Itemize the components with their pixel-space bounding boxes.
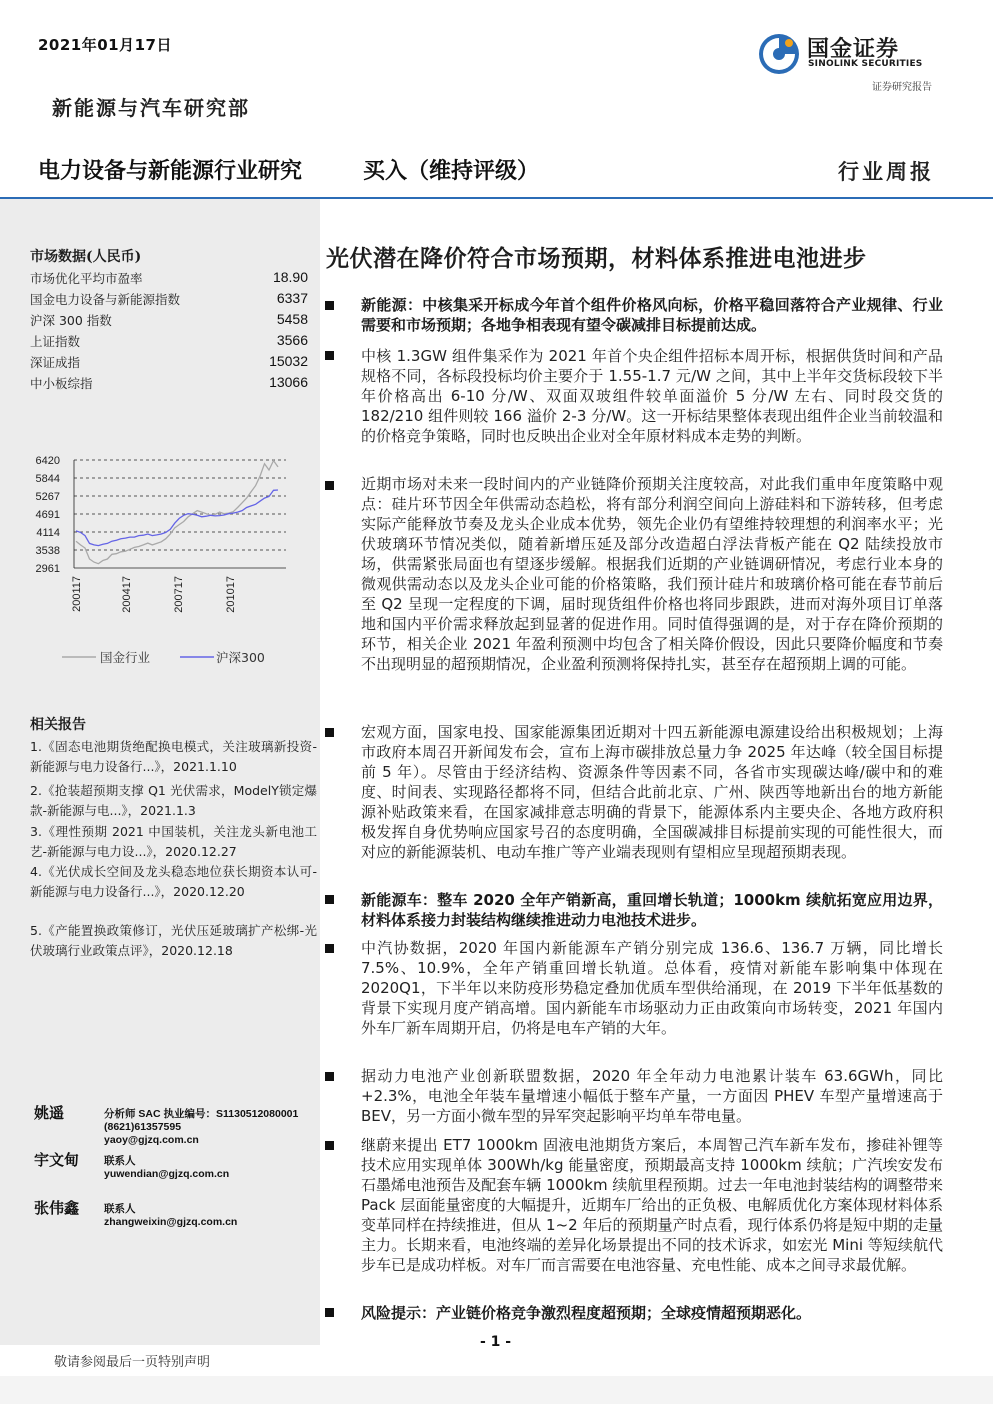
report-type: 行业周报 (838, 159, 934, 184)
market-label: 上证指数 (30, 334, 81, 349)
y-tick-label: 4114 (36, 527, 60, 539)
series-line-industry (76, 461, 278, 564)
market-row (30, 332, 308, 352)
author-name: 宇文甸 (34, 1151, 80, 1169)
x-tick-label: 200117 (71, 576, 83, 612)
body-paragraph: 近期市场对未来一段时间内的产业链降价预期关注度较高，对此我们重申年度策略中观点：硅片环节因全年供需动态趋松，将有部分利润空间向上游硅料和下游转移，但考虑实际产能释放节奏及龙头企业成本优势，领先企业仍有望维持较理想的利润率水平；光伏玻璃环节情况类似，随着新增压延及部分改造超白浮法背板产能在 Q2 陆续投放市场，供需紧张局面也有望逐步缓解。根据我们近期的产业链调研情况，考虑行业本身的微观供需动态以及龙头企业可能的价格策略，我们预计硅片和玻璃价格可能在春节前后至 Q2 呈现一定程度的下调，届时现货组件价格也将同步跟跌，进而对海外项目订单落地和国内平价需求释放起到显著的促进作用。同时值得强调的是，对于存在降价预期的环节，相关企业 2021 年盈利预测中均包含了相关降价假设，因此只要降价幅度和节奏不出现明显的超预期情况，企业盈利预测将保持扎实，甚至存在超预期上调的可能。 (361, 475, 943, 673)
body-paragraph: 宏观方面，国家电投、国家能源集团近期对十四五新能源电源建设给出积极规划；上海市政府本周召开新闻发布会，宣布上海市碳排放总量力争 2025 年达峰（较全国目标提前 5 年）。尽管由于经济结构、资源条件等因素不同，各省市实现碳达峰/碳中和的难度、时间表、实现路径都将不同，但结合此前北京、广州、陕西等地新出台的地方新能源补贴政策来看，在国家减排意志明确的背景下，能源体系内主要央企、各地方政府积极发挥自身优势响应国家号召的态度明确，全国碳减排目标提前实现的可能性很大，而对应的新能源装机、电动车推广等产业端表现则有望相应呈现超预期表现。 (361, 723, 943, 861)
page-number: - 1 - (480, 1334, 512, 1350)
related-reports-title: 相关报告 (30, 717, 86, 733)
market-row (30, 353, 308, 373)
report-date: 2021年01月17日 (38, 36, 172, 54)
related-report-item[interactable]: 2.《抢装超预期支撑 Q1 光伏需求，ModelY锁定爆款-新能源与电...》，2021.1.3 (30, 783, 317, 818)
author-email[interactable]: zhangweixin@gjzq.com.cn (104, 1216, 238, 1228)
department-name: 新能源与汽车研究部 (52, 96, 250, 120)
legend-label-industry: 国金行业 (100, 650, 151, 665)
y-tick-label: 5267 (35, 491, 60, 503)
market-label: 沪深 300 指数 (30, 313, 112, 328)
legend-line-industry (62, 654, 96, 660)
market-value: 5458 (276, 311, 308, 327)
author-info-line: 联系人 (104, 1155, 136, 1167)
y-tick-label: 3538 (35, 545, 60, 557)
bullet-icon (325, 481, 334, 490)
author-name: 姚遥 (34, 1104, 65, 1122)
section-summary: 新能源：中核集采开标成今年首个组件价格风向标，价格平稳回落符合产业规律、行业需要和市场预期；各地争相表现有望令碳减排目标提前达成。 (361, 296, 943, 334)
market-value: 3566 (276, 332, 308, 348)
market-label: 中小板综指 (30, 376, 93, 391)
related-report-item[interactable]: 5.《产能置换政策修订，光伏压延玻璃扩产松绑-光伏玻璃行业政策点评》，2020.12.18 (30, 923, 317, 958)
author-info-line: (8621)61357595 (104, 1121, 182, 1133)
legend-label-hs300: 沪深300 (216, 650, 265, 665)
bullet-icon (325, 1072, 334, 1081)
chart-legend (62, 648, 302, 666)
market-data-title: 市场数据(人民币) (30, 249, 142, 265)
author-name: 张伟鑫 (34, 1199, 80, 1217)
x-tick-label: 200417 (121, 576, 133, 613)
author-info-line: 联系人 (104, 1203, 136, 1215)
y-tick-label: 5844 (35, 473, 60, 485)
company-logo (757, 30, 947, 78)
logo-icon (757, 32, 801, 76)
logo-name: 国金证券 (807, 37, 900, 62)
bullet-icon (325, 301, 334, 310)
author-info-line: 分析师 SAC 执业编号：S1130512080001 (104, 1108, 299, 1120)
market-row (30, 290, 308, 310)
market-label: 深证成指 (30, 355, 81, 370)
market-label: 市场优化平均市盈率 (30, 271, 143, 286)
x-tick-label: 201017 (225, 576, 237, 613)
risk-warning: 风险提示：产业链价格竞争激烈程度超预期；全球疫情超预期恶化。 (361, 1304, 812, 1322)
y-tick-label: 2961 (35, 563, 60, 575)
market-value: 6337 (276, 290, 308, 306)
logo-english: SINOLINK SECURITIES (808, 59, 923, 69)
body-paragraph: 继蔚来提出 ET7 1000km 固液电池期货方案后，本周智己汽车新车发布，掺硅补锂等技术应用实现单体 300Wh/kg 能量密度，预期最高支持 1000km 续航；广汽埃安发布石墨烯电池预告及配套车辆 1000km 续航里程预期。过去一年电池封装结构的调整带来 Pack 层面能量密度的大幅提升，近期车厂给出的正负极、电解质优化方案体现材料体系变革同样在持续推进，但从 1~2 年后的预期量产时点看，现行体系仍将是短中期的走量主力。长期来看，电池终端的差异化场景提出不同的技术诉求，如宏光 Mini 等短续航代步车已是成功样板。对车厂而言需要在电池容量、充电性能、成本之间寻求最优解。 (361, 1136, 943, 1274)
legend-line-hs300 (180, 654, 214, 660)
bullet-icon (325, 1308, 334, 1317)
market-value: 13066 (269, 374, 308, 390)
footer-band (0, 1376, 993, 1404)
rating-label: 买入（维持评级） (363, 159, 540, 184)
bullet-icon (325, 728, 334, 737)
body-paragraph: 中核 1.3GW 组件集采作为 2021 年首个央企组件招标本周开标，根据供货时间和产品规格不同，各标段投标均价主要介于 1.55-1.7 元/W 之间，其中上半年交货标段较下半年价格高出 6-10 分/W、双面双玻组件较单面溢价 5 分/W 左右、同时段交货的 182/210 组件则较 166 溢价 2-3 分/W。这一开标结果整体表现出组件企业当前较温和的价格竞争策略，同时也反映出企业对全年原材料成本走势的判断。 (361, 347, 943, 445)
bullet-icon (325, 351, 334, 360)
body-paragraph: 据动力电池产业创新联盟数据，2020 年全年动力电池累计装车 63.6GWh，同比+2.3%，电池全年装车量增速小幅低于整车产量，一方面因 PHEV 车型产量增速高于 BEV，另一方面小微车型的异军突起影响平均单车带电量。 (361, 1067, 943, 1125)
author-email[interactable]: yuwendian@gjzq.com.cn (104, 1168, 230, 1180)
y-tick-label: 4691 (35, 509, 60, 521)
author-email[interactable]: yaoy@gjzq.com.cn (104, 1134, 199, 1146)
market-value: 15032 (269, 353, 308, 369)
market-value: 18.90 (272, 269, 308, 285)
market-row (30, 374, 308, 394)
author-info (104, 1203, 237, 1229)
series-line-hs300 (76, 490, 278, 546)
related-report-item[interactable]: 4.《光伏成长空间及龙头稳态地位获长期资本认可-新能源与电力设备行...》，2020.12.20 (30, 864, 317, 899)
disclaimer-link[interactable]: 敬请参阅最后一页特别声明 (54, 1355, 211, 1370)
logo-subtitle: 证券研究报告 (872, 82, 932, 93)
x-tick-label: 200717 (173, 576, 185, 613)
index-line-chart (28, 448, 298, 628)
market-row (30, 269, 308, 289)
author-info (104, 1108, 298, 1147)
related-report-item[interactable]: 3.《理性预期 2021 中国装机，关注龙头新电池工艺-新能源与电力设...》，2020.12.27 (30, 824, 317, 859)
section-summary: 新能源车：整车 2020 全年产销新高，重回增长轨道；1000km 续航拓宽应用边界，材料体系接力封装结构继续推进动力电池技术进步。 (361, 891, 943, 929)
related-report-item[interactable]: 1.《固态电池期货绝配换电模式，关注玻璃新投资-新能源与电力设备行...》，2021.1.10 (30, 739, 317, 774)
market-row (30, 311, 308, 331)
report-headline: 光伏潜在降价符合市场预期，材料体系推进电池进步 (326, 245, 867, 272)
body-paragraph: 中汽协数据，2020 年国内新能源车产销分别完成 136.6、136.7 万辆，同比增长 7.5%、10.9%，全年产销重回增长轨道。总体看，疫情对新能车影响集中体现在 2020Q1，下半年以来防疫形势稳定叠加优质车型供给涌现，在 2019 下半年低基数的背景下实现月度产销高增。国内新能车市场驱动力正由政策向市场转变，2021 年国内外车厂新车周期开启，仍将是电车产销的大年。 (361, 939, 943, 1037)
industry-title: 电力设备与新能源行业研究 (38, 159, 303, 184)
market-label: 国金电力设备与新能源指数 (30, 292, 181, 307)
author-info (104, 1155, 229, 1181)
bullet-icon (325, 895, 334, 904)
bullet-icon (325, 944, 334, 953)
y-tick-label: 6420 (35, 455, 60, 467)
bullet-icon (325, 1141, 334, 1150)
